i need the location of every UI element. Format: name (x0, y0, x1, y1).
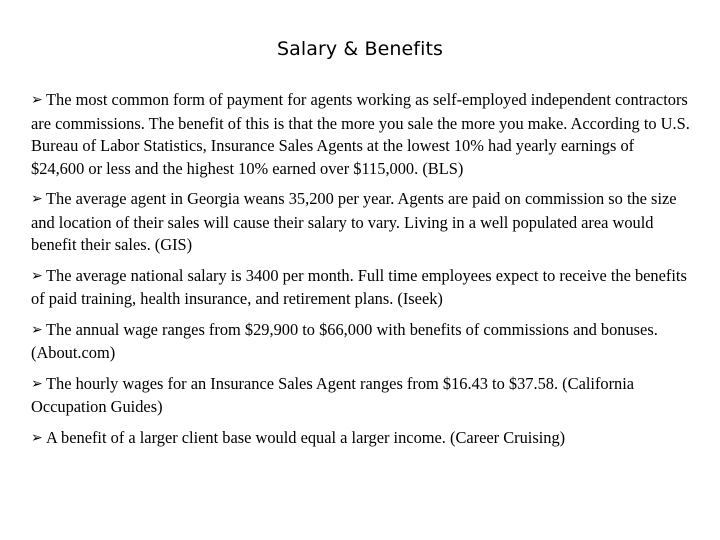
arrow-bullet-icon: ➢ (31, 267, 43, 284)
arrow-bullet-icon: ➢ (31, 429, 43, 446)
bullet-item (31, 427, 691, 451)
arrow-bullet-icon: ➢ (31, 321, 43, 338)
bullet-text: The average national salary is 3400 per month. Full time employees expect to receive the benefits of paid training, health insurance, and retirement plans. (Iseek) (31, 265, 687, 308)
bullet-text: The hourly wages for an Insurance Sales Agent ranges from $16.43 to $37.58. (California Occupation Guides) (31, 373, 635, 416)
bullet-item (31, 373, 691, 419)
arrow-bullet-icon: ➢ (31, 191, 43, 207)
bullet-text: The most common form of payment for agents working as self-employed independent contractors are commissions. The benefit of this is that the more you sale the more you make. According to U.S. Bureau of Labor Statistics, Insurance Sales Agents at the lowest 10% had yearly earnings of $24,600 or less and the highest 10% earned over $115,000. (BLS) (31, 90, 690, 178)
bullet-item (31, 188, 691, 257)
arrow-bullet-icon: ➢ (31, 375, 43, 392)
bullet-item (31, 89, 691, 180)
bullet-text: The average agent in Georgia weans 35,200 per year. Agents are paid on commission so the size and location of their sales will cause their salary to vary. Living in a well populated area would benefit their sales. (GIS) (31, 189, 677, 254)
bullet-item (31, 265, 691, 311)
slide-title: Salary & Benefits (276, 38, 444, 60)
bullet-text: A benefit of a larger client base would equal a larger income. (Career Cruising) (46, 427, 566, 447)
bullet-text: The annual wage ranges from $29,900 to $66,000 with benefits of commissions and bonuses. (About.com) (31, 319, 658, 362)
arrow-bullet-icon: ➢ (31, 92, 43, 108)
bullet-item (31, 319, 691, 365)
bullet-list (31, 89, 691, 458)
